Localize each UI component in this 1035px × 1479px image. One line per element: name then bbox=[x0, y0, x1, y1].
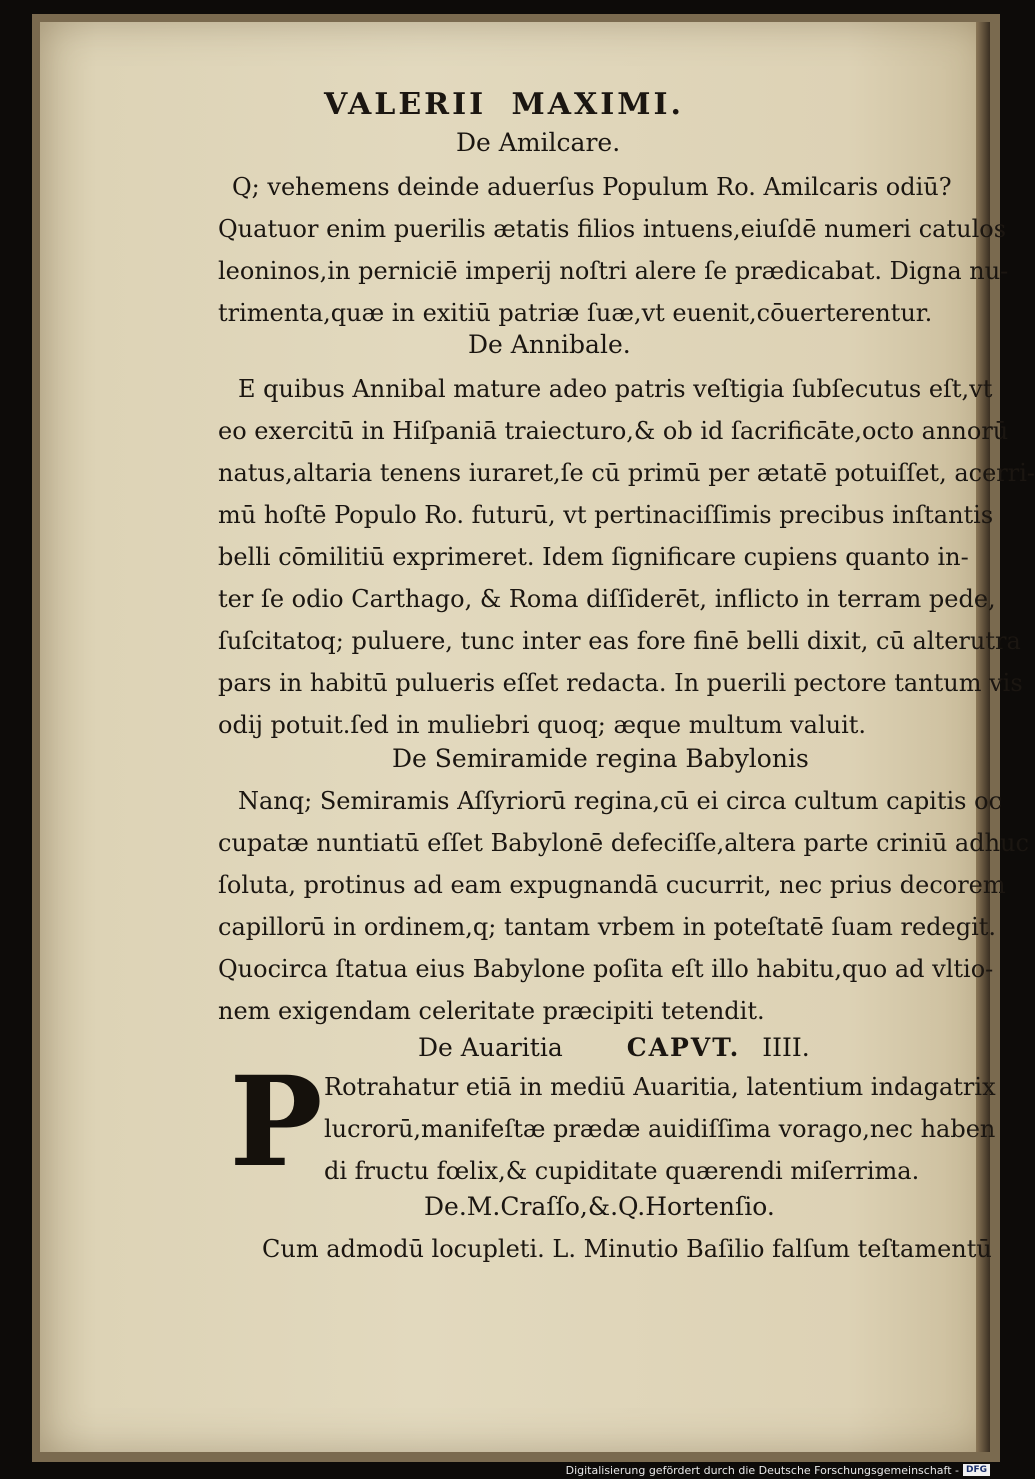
chapter-number: IIII. bbox=[762, 1033, 810, 1062]
text-line: nem exigendam celeritate præcipiti tetendit. bbox=[218, 997, 765, 1025]
running-head bbox=[324, 84, 684, 124]
page-text bbox=[40, 22, 1035, 1452]
text-line: trimenta,quæ in exitiū patriæ ſuæ,vt euenit,cōuerterentur. bbox=[218, 299, 933, 327]
text-line: eo exercitū in Hiſpaniā traiecturo,& ob id ſacrificāte,octo annorū bbox=[218, 417, 1009, 445]
text-line: leoninos,in perniciē imperij noſtri alere ſe prædicabat. Digna nu- bbox=[218, 257, 1009, 285]
section-heading-amilcare: De Amilcare. bbox=[456, 128, 621, 157]
chapter-label: CAPVT. bbox=[626, 1033, 741, 1062]
running-head-right: MAXIMI. bbox=[511, 86, 684, 122]
digitization-credit bbox=[566, 1463, 990, 1477]
text-line: ſuſcitatoq; puluere, tunc inter eas fore finē belli dixit, cū alterutra bbox=[218, 627, 1021, 655]
credit-text: Digitalisierung gefördert durch die Deutsche Forschungsgemeinschaft - bbox=[565, 1463, 959, 1477]
text-line: E quibus Annibal mature adeo patris veſtigia ſubſecutus eſt,vt bbox=[238, 375, 993, 403]
text-line: Q; vehemens deinde aduerſus Populum Ro. Amilcaris odiū? bbox=[232, 173, 952, 201]
text-line: di fructu fœlix,& cupiditate quærendi miſerrima. bbox=[324, 1157, 920, 1185]
text-line: natus,altaria tenens iuraret,ſe cū primū per ætatē potuiſſet, acerri- bbox=[218, 459, 1035, 487]
text-line: Quocirca ſtatua eius Babylone poſita eſt illo habitu,quo ad vltio- bbox=[218, 955, 994, 983]
text-line: capillorū in ordinem,q; tantam vrbem in poteſtatē ſuam redegit. bbox=[218, 913, 997, 941]
text-line: ſoluta, protinus ad eam expugnandā cucurrit, nec prius decorem bbox=[218, 871, 1006, 899]
text-line: Cum admodū locupleti. L. Minutio Baſilio falſum teſtamentū bbox=[262, 1235, 992, 1263]
text-line: Nanq; Semiramis Aſſyriorū regina,cū ei circa cultum capitis oc bbox=[238, 787, 1003, 815]
text-line: Quatuor enim puerilis ætatis filios intuens,eiuſdē numeri catulos bbox=[218, 215, 1007, 243]
text-line: Rotrahatur etiā in mediū Auaritia, latentium indagatrix bbox=[324, 1073, 996, 1101]
text-line: mū hoſtē Populo Ro. futurū, vt pertinaciſſimis precibus inſtantis bbox=[218, 501, 994, 529]
text-line: pars in habitū pulueris eſſet redacta. In puerili pectore tantum vis bbox=[218, 669, 1023, 697]
drop-cap-initial: P bbox=[229, 1050, 323, 1195]
text-line: ter ſe odio Carthago, & Roma diſſiderēt, inflicto in terram pede, bbox=[218, 585, 996, 613]
book-page bbox=[40, 22, 1035, 1452]
section-heading-annibale: De Annibale. bbox=[468, 330, 631, 359]
text-line: lucrorū,manifeſtæ prædæ auidiſſima vorago,nec haben bbox=[324, 1115, 996, 1143]
chapter-title: De Auaritia bbox=[418, 1033, 563, 1062]
dfg-logo: DFG bbox=[963, 1464, 990, 1476]
section-heading-semiramide: De Semiramide regina Babylonis bbox=[392, 744, 809, 773]
text-line: odij potuit.ſed in muliebri quoq; æque multum valuit. bbox=[218, 711, 867, 739]
text-line: belli cōmilitiū exprimeret. Idem ſignificare cupiens quanto in- bbox=[218, 543, 969, 571]
text-line: cupatæ nuntiatū eſſet Babylonē defeciſſe,altera parte criniū adhuc bbox=[218, 829, 1029, 857]
section-heading-hortensio: De.M.Craſſo,&.Q.Hortenſio. bbox=[424, 1192, 775, 1221]
chapter-heading bbox=[418, 1030, 838, 1066]
running-head-left: VALERII bbox=[324, 86, 487, 122]
